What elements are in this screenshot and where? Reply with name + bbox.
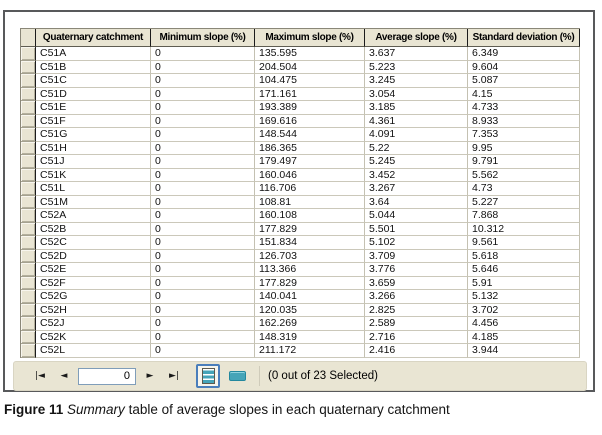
table-cell: C52J (36, 317, 151, 331)
figure-caption-label: Figure 11 (4, 402, 64, 417)
table-cell: 113.366 (255, 263, 365, 277)
table-cell: C51D (36, 88, 151, 102)
row-selector[interactable] (21, 317, 36, 331)
table-cell: 2.416 (365, 344, 468, 358)
table-cell: 4.185 (468, 331, 580, 345)
screenshot-frame (3, 10, 595, 392)
row-selector[interactable] (21, 47, 36, 61)
table-cell: C52A (36, 209, 151, 223)
table-cell: 3.267 (365, 182, 468, 196)
table-cell: 9.95 (468, 142, 580, 156)
row-selector[interactable] (21, 196, 36, 210)
table-cell: C51H (36, 142, 151, 156)
row-selector[interactable] (21, 88, 36, 102)
table-cell: C52E (36, 263, 151, 277)
column-header[interactable]: Average slope (%) (365, 29, 468, 47)
table-cell: 0 (151, 250, 255, 264)
table-cell: 0 (151, 115, 255, 129)
table-cell: 3.054 (365, 88, 468, 102)
table-cell: 9.604 (468, 61, 580, 75)
row-selector[interactable] (21, 101, 36, 115)
table-cell: 0 (151, 128, 255, 142)
table-cell: 3.64 (365, 196, 468, 210)
table-cell: 3.944 (468, 344, 580, 358)
table-cell: 5.132 (468, 290, 580, 304)
table-cell: 5.562 (468, 169, 580, 183)
table-cell: 0 (151, 290, 255, 304)
selected-records-icon (229, 371, 246, 381)
table-cell: 5.22 (365, 142, 468, 156)
column-header[interactable]: Minimum slope (%) (151, 29, 255, 47)
table-cell: 2.589 (365, 317, 468, 331)
table-cell: C51G (36, 128, 151, 142)
table-cell: 116.706 (255, 182, 365, 196)
row-selector[interactable] (21, 223, 36, 237)
table-cell: 3.776 (365, 263, 468, 277)
table-cell: 104.475 (255, 74, 365, 88)
record-number-input[interactable]: 0 (78, 368, 136, 385)
column-header[interactable]: Standard deviation (%) (468, 29, 580, 47)
table-cell: 0 (151, 101, 255, 115)
table-cell: 171.161 (255, 88, 365, 102)
table-cell: 193.389 (255, 101, 365, 115)
table-cell: 0 (151, 88, 255, 102)
table-cell: 3.709 (365, 250, 468, 264)
table-cell: 3.452 (365, 169, 468, 183)
last-record-button[interactable]: ►| (162, 366, 186, 386)
row-selector[interactable] (21, 61, 36, 75)
previous-record-button[interactable]: ◄ (52, 366, 76, 386)
table-cell: C51F (36, 115, 151, 129)
table-cell: 6.349 (468, 47, 580, 61)
table-cell: 0 (151, 263, 255, 277)
table-cell: 9.791 (468, 155, 580, 169)
column-header[interactable]: Quaternary catchment (36, 29, 151, 47)
table-cell: 151.834 (255, 236, 365, 250)
table-cell: 4.456 (468, 317, 580, 331)
table-cell: 4.733 (468, 101, 580, 115)
table-cell: 211.172 (255, 344, 365, 358)
table-cell: 0 (151, 344, 255, 358)
table-cell: C51C (36, 74, 151, 88)
table-cell: 5.91 (468, 277, 580, 291)
table-cell: 177.829 (255, 223, 365, 237)
table-cell: 3.245 (365, 74, 468, 88)
table-cell: 5.618 (468, 250, 580, 264)
column-header[interactable]: Maximum slope (%) (255, 29, 365, 47)
attribute-table (20, 28, 580, 358)
table-cell: 135.595 (255, 47, 365, 61)
table-cell: C52F (36, 277, 151, 291)
record-navigation-bar (13, 361, 587, 391)
table-cell: 148.319 (255, 331, 365, 345)
table-cell: 4.091 (365, 128, 468, 142)
table-cell: 0 (151, 61, 255, 75)
footer-divider (259, 366, 260, 386)
table-cell: 5.044 (365, 209, 468, 223)
table-cell: C52K (36, 331, 151, 345)
table-cell: 162.269 (255, 317, 365, 331)
table-cell: 3.702 (468, 304, 580, 318)
table-cell: 3.659 (365, 277, 468, 291)
table-cell: 9.561 (468, 236, 580, 250)
table-cell: 0 (151, 47, 255, 61)
table-cell: C52L (36, 344, 151, 358)
table-cell: 3.185 (365, 101, 468, 115)
table-cell: 0 (151, 196, 255, 210)
table-cell: 2.825 (365, 304, 468, 318)
table-cell: 7.353 (468, 128, 580, 142)
table-cell: 5.087 (468, 74, 580, 88)
table-cell: C51L (36, 182, 151, 196)
table-cell: 5.102 (365, 236, 468, 250)
all-records-table-icon (202, 368, 215, 384)
figure-caption (4, 402, 450, 417)
table-cell: 4.361 (365, 115, 468, 129)
table-cell: 0 (151, 331, 255, 345)
table-cell: 10.312 (468, 223, 580, 237)
table-cell: 5.223 (365, 61, 468, 75)
figure-caption-text: table of average slopes in each quaternary catchment (128, 402, 450, 417)
table-cell: 126.703 (255, 250, 365, 264)
row-selector[interactable] (21, 182, 36, 196)
row-selector[interactable] (21, 344, 36, 358)
table-cell: C51M (36, 196, 151, 210)
show-selected-records-button[interactable] (224, 364, 250, 388)
table-cell: 140.041 (255, 290, 365, 304)
table-cell: C52G (36, 290, 151, 304)
table-cell: C52H (36, 304, 151, 318)
selection-status-text: (0 out of 23 Selected) (268, 370, 378, 382)
table-cell: 3.637 (365, 47, 468, 61)
table-cell: 4.73 (468, 182, 580, 196)
table-cell: 179.497 (255, 155, 365, 169)
table-cell: C51B (36, 61, 151, 75)
table-cell: C52C (36, 236, 151, 250)
show-all-records-button[interactable] (196, 364, 220, 388)
table-cell: 3.266 (365, 290, 468, 304)
row-selector[interactable] (21, 304, 36, 318)
row-selector[interactable] (21, 155, 36, 169)
row-selector[interactable] (21, 128, 36, 142)
table-cell: 5.501 (365, 223, 468, 237)
row-selector[interactable] (21, 209, 36, 223)
row-selector[interactable] (21, 290, 36, 304)
table-cell: 5.245 (365, 155, 468, 169)
row-selector[interactable] (21, 115, 36, 129)
table-cell: C52B (36, 223, 151, 237)
table-cell: 186.365 (255, 142, 365, 156)
table-cell: 169.616 (255, 115, 365, 129)
table-cell: 2.716 (365, 331, 468, 345)
table-cell: 108.81 (255, 196, 365, 210)
table-cell: 120.035 (255, 304, 365, 318)
table-cell: C51E (36, 101, 151, 115)
table-cell: C52D (36, 250, 151, 264)
next-record-button[interactable]: ► (138, 366, 162, 386)
table-cell: 7.868 (468, 209, 580, 223)
table-cell: 0 (151, 304, 255, 318)
table-cell: 0 (151, 169, 255, 183)
table-cell: 0 (151, 277, 255, 291)
table-cell: 0 (151, 155, 255, 169)
table-cell: 148.544 (255, 128, 365, 142)
row-selector[interactable] (21, 236, 36, 250)
table-cell: 0 (151, 74, 255, 88)
table-cell: 8.933 (468, 115, 580, 129)
table-cell: 0 (151, 209, 255, 223)
table-cell: 160.108 (255, 209, 365, 223)
table-cell: 5.646 (468, 263, 580, 277)
table-cell: C51J (36, 155, 151, 169)
row-selector[interactable] (21, 74, 36, 88)
table-cell: 0 (151, 142, 255, 156)
table-cell: 160.046 (255, 169, 365, 183)
figure-caption-italic: Summary (67, 402, 125, 417)
row-selector[interactable] (21, 250, 36, 264)
row-selector[interactable] (21, 331, 36, 345)
table-cell: C51A (36, 47, 151, 61)
row-selector[interactable] (21, 277, 36, 291)
row-selector[interactable] (21, 169, 36, 183)
table-cell: 0 (151, 182, 255, 196)
table-cell: 0 (151, 223, 255, 237)
table-cell: 0 (151, 236, 255, 250)
row-selector[interactable] (21, 263, 36, 277)
table-cell: 0 (151, 317, 255, 331)
row-selector[interactable] (21, 142, 36, 156)
table-cell: 177.829 (255, 277, 365, 291)
table-cell: 5.227 (468, 196, 580, 210)
table-cell: 204.504 (255, 61, 365, 75)
selector-column-header (21, 29, 36, 47)
first-record-button[interactable]: |◄ (28, 366, 52, 386)
table-cell: 4.15 (468, 88, 580, 102)
table-cell: C51K (36, 169, 151, 183)
